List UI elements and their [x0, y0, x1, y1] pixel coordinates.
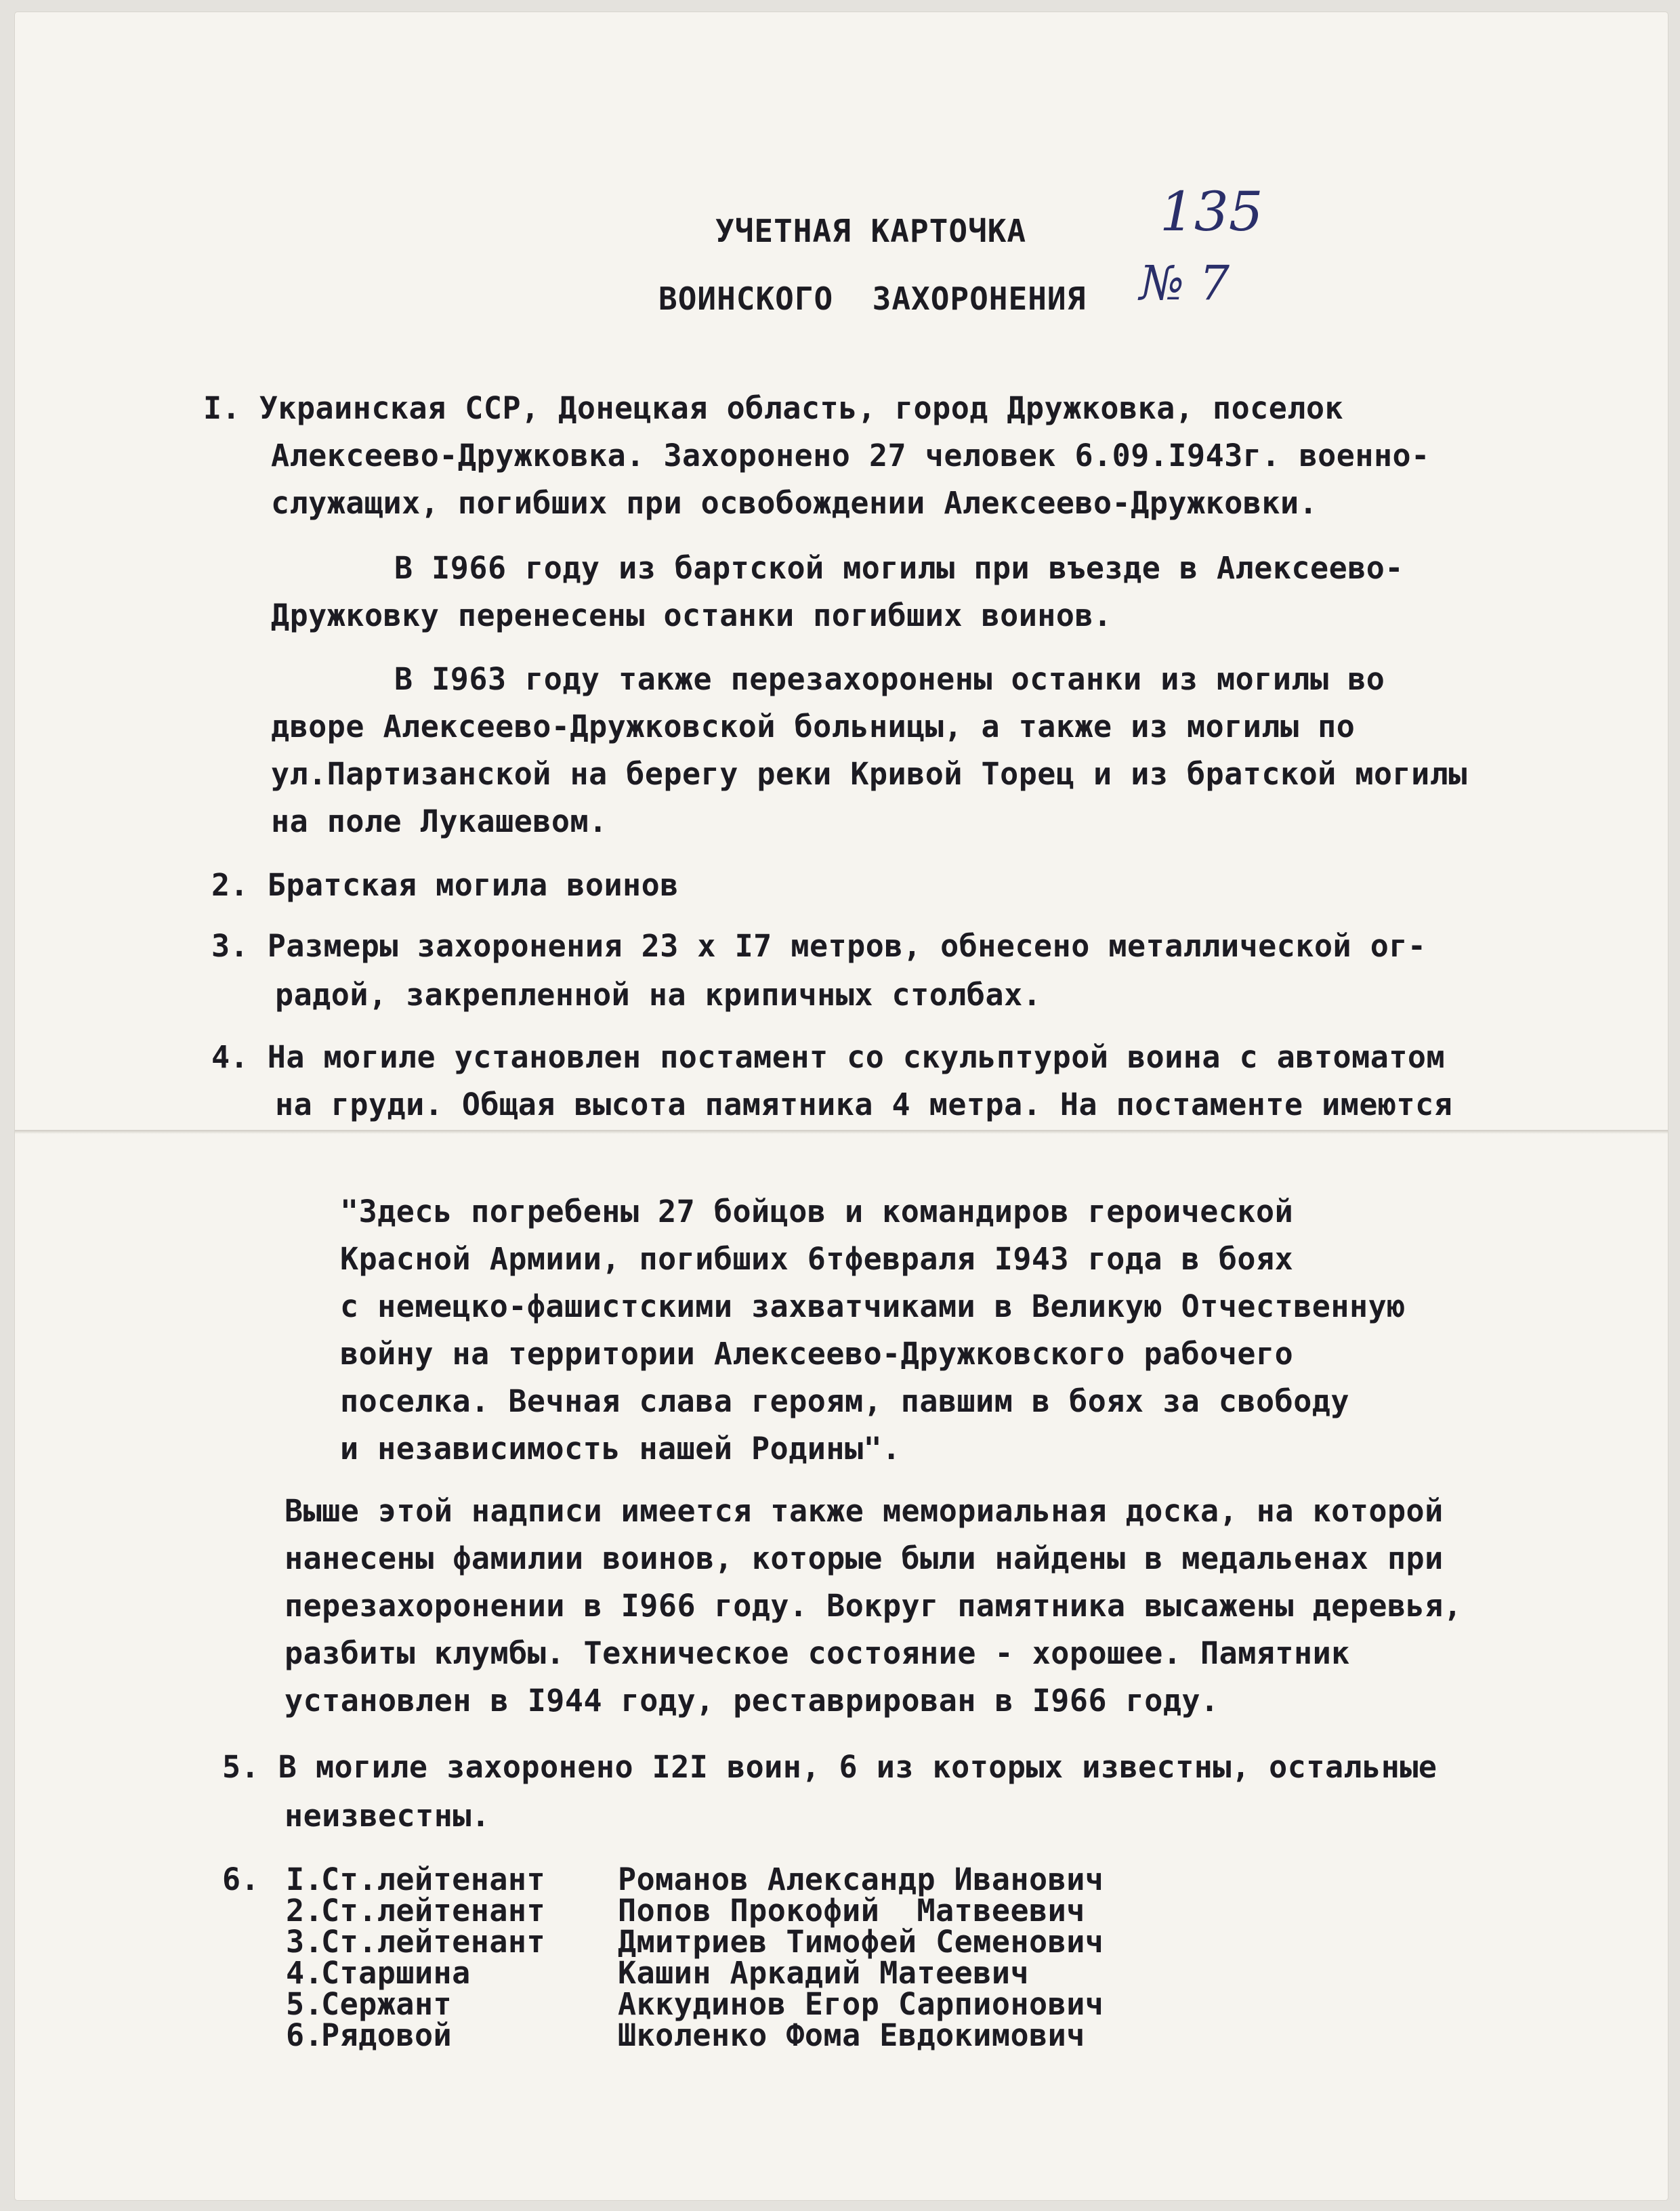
section4-line-2: на груди. Общая высота памятника 4 метра. На постаменте имеются	[275, 1087, 1453, 1122]
quote-line-4: войну на территории Алексеево-Дружковского рабочего	[340, 1336, 1294, 1372]
title-line-2: ВОИНСКОГО ЗАХОРОНЕНИЯ	[658, 280, 1087, 317]
soldier-name: Школенко Фома Евдокимович	[618, 2017, 1085, 2053]
soldier-rank: Ст.лейтенант	[321, 1893, 546, 1929]
document-sheet	[15, 12, 1668, 2200]
section5-line-1: 5. В могиле захоронено I2I воин, 6 из которых известны, остальные	[222, 1749, 1437, 1785]
section2-text: 2. Братская могила воинов	[211, 867, 679, 903]
soldier-index: I.	[286, 1861, 324, 1897]
soldier-index: 4.	[286, 1955, 324, 1991]
quote-line-1: "Здесь погребены 27 бойцов и командиров героической	[340, 1194, 1294, 1229]
handwritten-number: 135	[1160, 180, 1263, 243]
soldier-index: 2.	[286, 1893, 324, 1929]
quote-line-3: с немецко-фашистскими захватчиками в Великую Отчественную	[340, 1288, 1406, 1324]
soldier-rank: Ст.лейтенант	[321, 1861, 546, 1897]
section1-line-8: ул.Партизанской на берегу реки Кривой Торец и из братской могилы	[271, 756, 1467, 792]
soldier-name: Романов Александр Иванович	[618, 1861, 1104, 1897]
section1-line-6: В I963 году также перезахоронены останки из могилы во	[394, 661, 1385, 697]
section4-after-line-4: разбиты клумбы. Техническое состояние - хорошее. Памятник	[285, 1635, 1350, 1671]
section3-line-2: радой, закрепленной на крипичных столбах.	[275, 977, 1042, 1013]
soldier-rank: Рядовой	[321, 2017, 453, 2053]
paper-fold	[15, 1130, 1668, 1134]
section3-line-1: 3. Размеры захоронения 23 х I7 метров, обнесено металлической ог-	[211, 928, 1427, 964]
soldier-rank: Старшина	[321, 1955, 471, 1991]
section4-after-line-1: Выше этой надписи имеется также мемориальная доска, на которой	[285, 1493, 1444, 1529]
soldier-index: 6.	[286, 2017, 324, 2053]
section1-line-1: I. Украинская ССР, Донецкая область, город Дружковка, поселок	[203, 390, 1344, 426]
section1-line-3: служащих, погибших при освобождении Алексеево-Дружковки.	[271, 485, 1318, 521]
soldier-name: Попов Прокофий Матвеевич	[618, 1893, 1085, 1929]
soldier-name: Аккудинов Егор Сарпионович	[618, 1986, 1104, 2022]
quote-line-5: поселка. Вечная слава героям, павшим в боях за свободу	[340, 1383, 1349, 1419]
section4-line-1: 4. На могиле установлен постамент со скульптурой воина с автоматом	[211, 1039, 1446, 1075]
quote-line-2: Красной Армиии, погибших 6тфевраля I943 года в боях	[340, 1241, 1294, 1277]
section4-after-line-5: установлен в I944 году, реставрирован в I966 году.	[285, 1683, 1219, 1719]
soldier-index: 3.	[286, 1924, 324, 1960]
section4-after-line-2: нанесены фамилии воинов, которые были найдены в медальенах при	[285, 1540, 1444, 1576]
soldier-rank: Сержант	[321, 1986, 453, 2022]
soldier-name: Кашин Аркадий Матеевич	[618, 1955, 1030, 1991]
soldier-rank: Ст.лейтенант	[321, 1924, 546, 1960]
soldier-name: Дмитриев Тимофей Семенович	[618, 1924, 1104, 1960]
handwritten-card-number: № 7	[1139, 255, 1230, 311]
section1-line-5: Дружковку перенесены останки погибших воинов.	[271, 597, 1112, 633]
section1-line-2: Алексеево-Дружковка. Захоронено 27 человек 6.09.I943г. военно-	[271, 438, 1430, 473]
section6-number: 6.	[222, 1861, 260, 1897]
section4-after-line-3: перезахоронении в I966 году. Вокруг памятника высажены деревья,	[285, 1588, 1463, 1624]
section5-line-2: неизвестны.	[285, 1798, 490, 1834]
title-line-1: УЧЕТНАЯ КАРТОЧКА	[715, 213, 1027, 249]
soldier-index: 5.	[286, 1986, 324, 2022]
section1-line-4: В I966 году из бартской могилы при въезде в Алексеево-	[394, 550, 1404, 586]
section1-line-7: дворе Алексеево-Дружковской больницы, а также из могилы по	[271, 709, 1356, 744]
quote-line-6: и независимость нашей Родины".	[340, 1431, 901, 1467]
section1-line-9: на поле Лукашевом.	[271, 803, 608, 839]
